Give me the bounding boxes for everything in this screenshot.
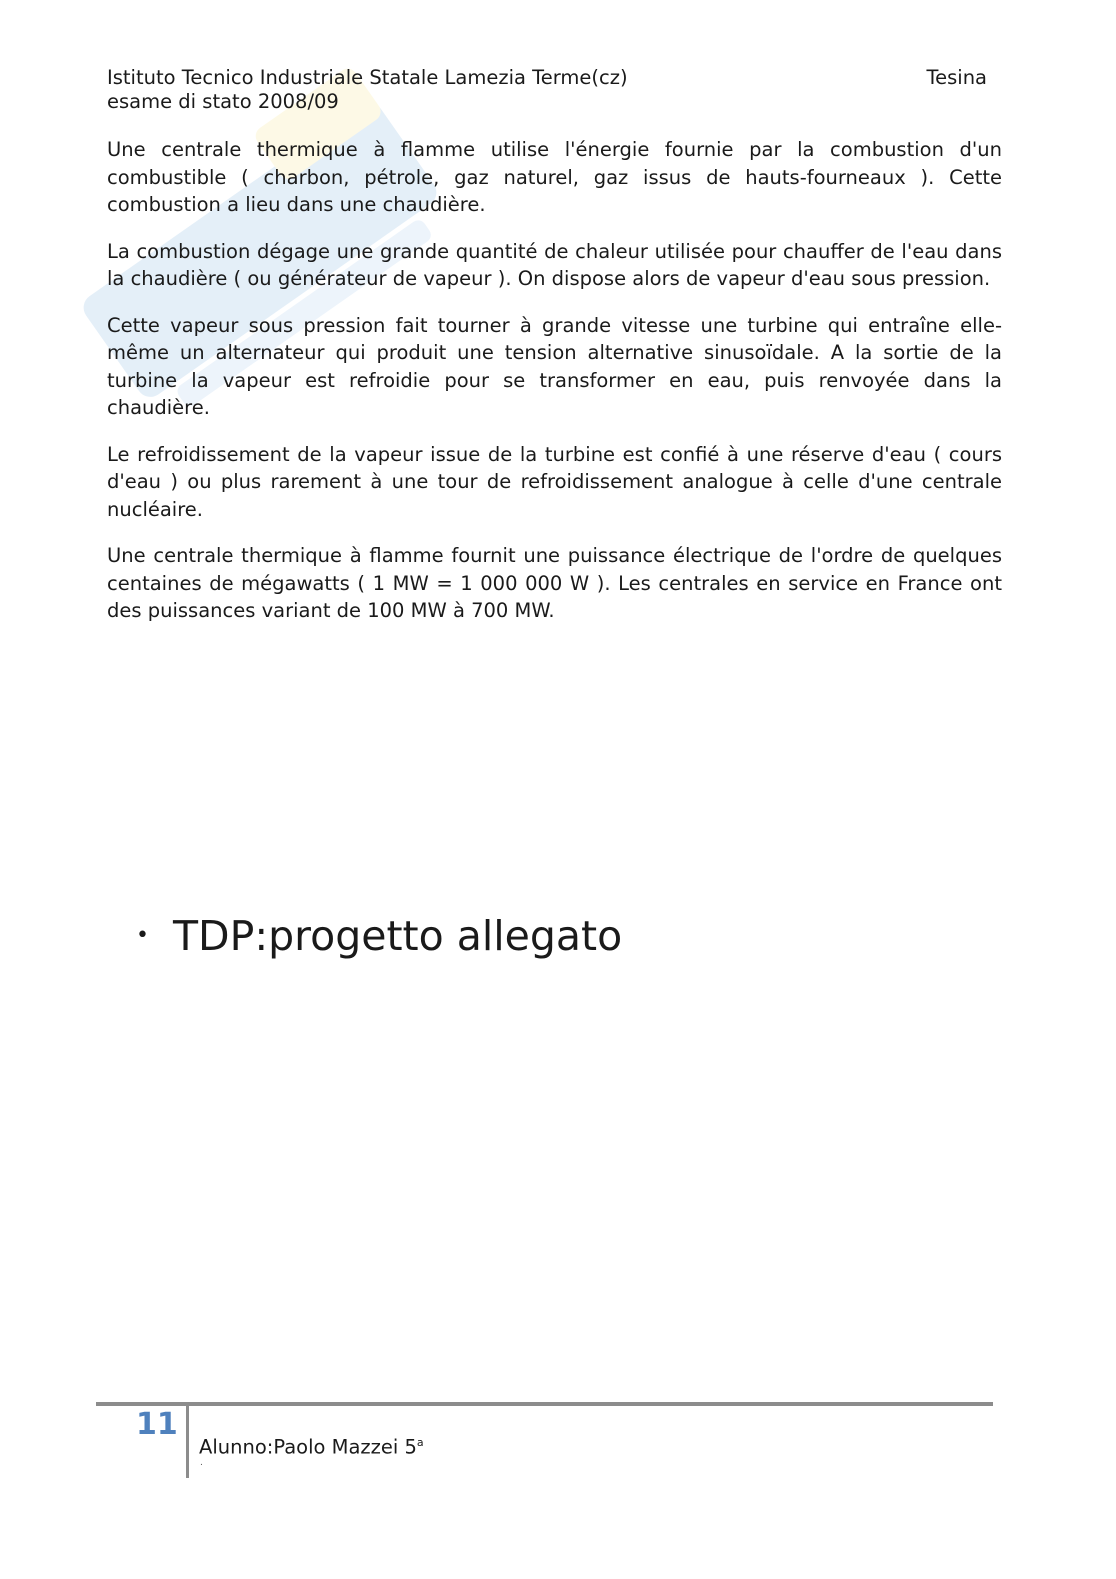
paragraph: Le refroidissement de la vapeur issue de la turbine est confié à une réserve d'eau ( cours d'eau ) ou plus rarement à une tour de refroidissement analogue à celle d'une centrale nucléaire. xyxy=(107,442,1002,521)
bullet-text: TDP:progetto allegato xyxy=(172,912,623,960)
footer-divider xyxy=(186,1404,189,1478)
page-header xyxy=(107,66,987,114)
page-number: 11 xyxy=(136,1407,178,1442)
header-exam-line: esame di stato 2008/09 xyxy=(107,90,339,113)
header-right-label: Tesina xyxy=(926,66,987,89)
footer-rule xyxy=(96,1402,993,1406)
body-text xyxy=(107,136,1002,644)
footer-dot: . xyxy=(200,1458,203,1468)
bullet-item xyxy=(136,908,622,964)
header-school-line: Istituto Tecnico Industriale Statale Lamezia Terme(cz) xyxy=(107,66,628,89)
footer-author-sup: a xyxy=(416,1436,424,1449)
paragraph: Cette vapeur sous pression fait tourner à grande vitesse une turbine qui entraîne elle-même un alternateur qui produit une tension alternative sinusoïdale. A la sortie de la turbine la vapeur est refroidie pour se transformer en eau, puis renvoyée dans la chaudière. xyxy=(107,313,1002,419)
footer-author xyxy=(199,1430,424,1461)
bullet-icon: • xyxy=(136,923,149,948)
paragraph: Une centrale thermique à flamme fournit une puissance électrique de l'ordre de quelques centaines de mégawatts ( 1 MW = 1 000 000 W ). Les centrales en service en France ont des puissances variant de 100 MW à 700 MW. xyxy=(107,544,1002,622)
paragraph: La combustion dégage une grande quantité de chaleur utilisée pour chauffer de l'eau dans la chaudière ( ou générateur de vapeur ). On dispose alors de vapeur d'eau sous pression. xyxy=(107,239,1002,290)
paragraph: Une centrale thermique à flamme utilise l'énergie fournie par la combustion d'un combustible ( charbon, pétrole, gaz naturel, gaz issus de hauts-fourneaux ). Cette combustion a lieu dans une chaudière. xyxy=(107,138,1002,216)
footer-author-text: Alunno:Paolo Mazzei 5 xyxy=(199,1435,417,1459)
